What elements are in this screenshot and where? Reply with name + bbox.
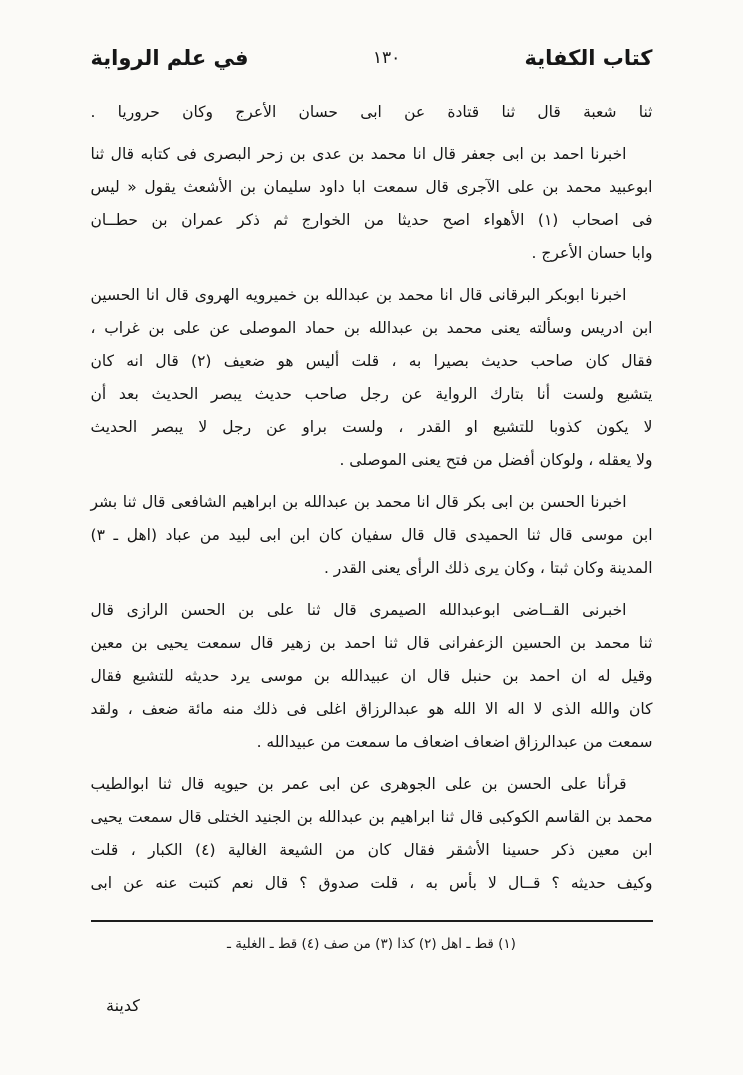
book-title-right: كتاب الكفاية — [524, 46, 653, 70]
text-line: ثنا محمد بن الحسين الزعفرانى قال ثنا احمد بن زهير قال سمعت يحيى بن معين — [90, 634, 653, 652]
text-line: لا يكون كذوبا للتشيع او القدر ، ولست براو عن رجل لا يبصر الحديث — [90, 418, 653, 436]
text-block — [91, 96, 653, 900]
paragraph — [91, 138, 653, 270]
text-line: ولا يعقله ، ولوكان أفضل من فتح يعنى الموصلى . — [339, 451, 653, 469]
text-line: قرأنا على الحسن بن على الجوهرى عن ابى عمر بن حيويه قال ثنا ابوالطيب — [90, 775, 627, 793]
paragraph — [91, 594, 653, 759]
text-line: وقيل له ان احمد بن حنبل قال ان عبيدالله بن موسى يرد حديثه للتشيع فقال — [90, 667, 653, 685]
text-line: فقال كان صاحب حديث بصيرا به ، قلت أليس هو ضعيف (٢) قال انه كان — [90, 352, 653, 370]
page-number: ١٣٠ — [372, 48, 401, 68]
text-line: ثنا شعبة قال ثنا قتادة عن ابى حسان الأعرج وكان حروريا . — [90, 103, 653, 121]
text-line: ابن ادريس وسألته يعنى محمد بن عبدالله بن حماد الموصلى عن على بن غراب ، — [90, 319, 653, 337]
text-line: اخبرنى القــاضى ابوعبدالله الصيمرى قال ثنا على بن الحسن الرازى قال — [90, 601, 627, 619]
paragraph — [91, 279, 653, 477]
text-line: المدينة وكان ثبتا ، وكان يرى ذلك الرأى يعنى القدر . — [323, 559, 653, 577]
text-line: ابن معين ذكر حسينا الأشقر فقال كان من الشيعة الغالية (٤) الكبار ، قلت — [90, 841, 653, 859]
text-line: اخبرنا ابوبكر البرقانى قال انا محمد بن عبدالله بن خميرويه الهروى قال انا الحسين — [90, 286, 627, 304]
text-line: ابن موسى قال ثنا الحميدى قال قال سفيان كان ابن ابى لبيد من عباد (اهل ـ ٣) — [90, 526, 653, 544]
page-header — [91, 0, 653, 70]
text-line: اخبرنا الحسن بن ابى بكر قال انا محمد بن عبدالله بن ابراهيم الشافعى قال ثنا بشر — [90, 493, 627, 511]
text-line: اخبرنا احمد بن ابى جعفر قال انا محمد بن عدى بن زحر البصرى فى كتابه قال ثنا — [90, 145, 627, 163]
text-line: وكيف حديثه ؟ قــال لا بأس به ، قلت صدوق ؟ قال نعم كتبت عنه عن ابى — [90, 874, 653, 892]
footnote-divider — [91, 920, 653, 922]
text-line: ابوعبيد محمد بن على الآجرى قال سمعت ابا داود سليمان بن الأشعث يقول « ليس — [90, 178, 653, 196]
text-line: فى اصحاب (١) الأهواء اصح حديثا من الخوارج ثم ذكر عمران بن حطــان — [90, 211, 653, 229]
catchword: كدينة — [106, 996, 140, 1015]
text-line: سمعت من عبدالرزاق اضعاف اضعاف ما سمعت من عبيدالله . — [256, 733, 653, 751]
footnote-text: (١) قط ـ اهل (٢) كذا (٣) من صف (٤) قط ـ الغلية ـ — [227, 936, 516, 952]
text-line: يتشيع ولست أنا بتارك الرواية عن رجل صاحب حديث يبصر الحديث بعد أن — [90, 385, 653, 403]
paragraph — [91, 768, 653, 900]
book-title-left: في علم الرواية — [90, 46, 249, 70]
text-line: كان والله الذى لا اله الا الله هو عبدالرزاق اغلى فى ذلك منه مائة ضعف ، ولقد — [90, 700, 653, 718]
paragraph — [91, 96, 653, 129]
paragraph — [91, 486, 653, 585]
text-line: محمد بن القاسم الكوكبى قال ثنا ابراهيم بن عبدالله بن الجنيد الختلى قال سمعت يحيى — [90, 808, 653, 826]
text-line: وابا حسان الأعرج . — [531, 244, 653, 262]
